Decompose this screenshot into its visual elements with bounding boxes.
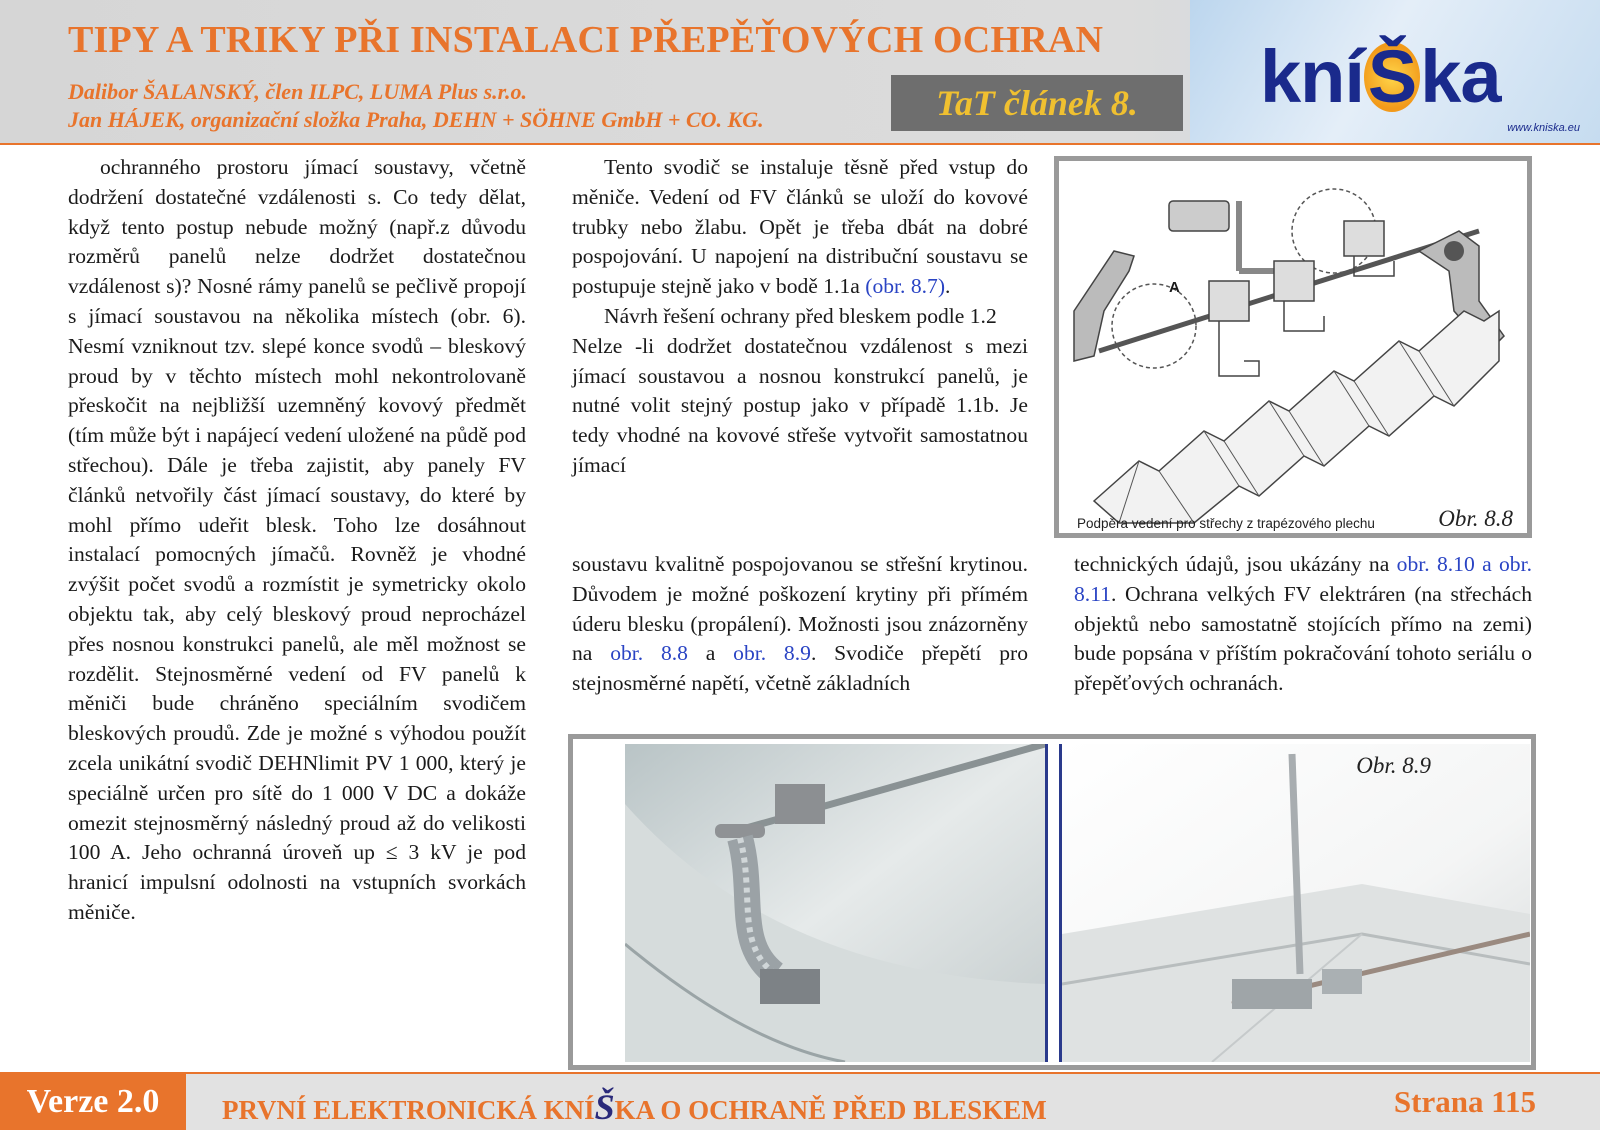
- column-2-paragraph-3: Nelze -li dodržet dostatečnou vzdálenost s mezi jímací soustavou a nosnou konstrukcí panelů, je nutné volit stejný postup jako v případě 1.1b. Je tedy vhodné na kovové střeše vytvořit samostatnou jímací: [572, 333, 1028, 477]
- article-title: TIPY A TRIKY PŘI INSTALACI PŘEPĚŤOVÝCH OCHRAN: [68, 19, 1104, 61]
- logo-url: www.kniska.eu: [1507, 122, 1580, 134]
- article-number-badge: [891, 75, 1183, 131]
- publication-title: [222, 1086, 1047, 1128]
- air-terminal-photo-drawing: [1062, 744, 1530, 1062]
- trapezoidal-roof-support-illustration: [1059, 161, 1527, 533]
- page-header: [0, 0, 1600, 145]
- logo-wordmark: [1260, 34, 1501, 119]
- column-3-paragraph-end: . Ochrana velkých FV elektráren (na střechách objektů nebo samostatně stojících přímo na zemi) bude popsána v příštím pokračování tohoto seriálu o přepěťových ochranách.: [1074, 581, 1532, 696]
- photo-roof-conductor-clamp: [625, 744, 1048, 1062]
- publication-title-part-1: PRVNÍ ELEKTRONICKÁ KNÍ: [222, 1095, 595, 1125]
- text-column-3: [1074, 550, 1532, 699]
- text-column-1: [68, 153, 526, 928]
- column-3-paragraph: [1074, 550, 1532, 699]
- author-line-1: Dalibor ŠALANSKÝ, člen ILPC, LUMA Plus s.r.o.: [68, 79, 528, 104]
- column-2-paragraph-1-end: .: [945, 274, 951, 299]
- figure-ref-8-7[interactable]: (obr. 8.7): [865, 274, 946, 299]
- column-2-paragraph-4-and: a: [705, 641, 716, 666]
- figure-ref-8-9[interactable]: obr. 8.9: [733, 641, 811, 666]
- figure-ref-8-10-8-11[interactable]: obr. 8.10 a obr. 8.11: [1074, 552, 1532, 606]
- figure-8-9: [568, 734, 1536, 1070]
- photo-roof-air-terminal: [1059, 744, 1530, 1062]
- page-number: Strana 115: [1393, 1084, 1536, 1119]
- figure-8-8-caption: Podpěra vedení pro střechy z trapézového plechu: [1077, 516, 1375, 531]
- column-2-paragraph-1-text: Tento svodič se instaluje těsně před vstup do měniče. Vedení od FV článků se uloží do kovové trubky nebo žlabu. Opět je třeba dbát na dobré pospojování. U napojení na distribuční soustavu se postupuje stejně jako v bodě 1.1a: [572, 155, 1028, 299]
- author-line-2: Jan HÁJEK, organizační složka Praha, DEHN + SÖHNE GmbH + CO. KG.: [68, 107, 764, 132]
- figure-8-8: [1054, 156, 1532, 538]
- logo-prefix: kní: [1260, 35, 1364, 118]
- column-2-paragraph-4-end: . Svodiče přepětí pro stejnosměrné napětí, včetně základních: [572, 641, 1029, 696]
- page-footer: [0, 1072, 1600, 1130]
- article-number-label: TaT článek 8.: [936, 83, 1138, 123]
- figure-ref-8-8[interactable]: obr. 8.8: [610, 641, 688, 666]
- column-2-paragraph-4-text: soustavu kvalitně pospojovanou se střešní krytinou. Důvodem je možné poškození krytiny při přímém úderu blesku (propálení). Možnosti jsou znázorněny na: [572, 552, 1028, 666]
- kniska-logo: [1190, 0, 1600, 143]
- version-badge: [0, 1074, 186, 1130]
- publication-title-s-letter: Š: [594, 1087, 615, 1127]
- column-3-paragraph-text: technických údajů, jsou ukázány na: [1074, 552, 1390, 576]
- column-2-paragraph-4: [572, 550, 1028, 699]
- logo-s-letter: Š: [1364, 42, 1420, 112]
- logo-suffix: ka: [1420, 35, 1501, 118]
- figure-8-8-label: Obr. 8.8: [1438, 506, 1513, 531]
- figure-8-9-label: Obr. 8.9: [1356, 753, 1431, 778]
- text-column-2-top: [572, 153, 1028, 481]
- version-label: Verze 2.0: [26, 1083, 160, 1120]
- publication-title-part-2: KA O OCHRANĚ PŘED BLESKEM: [614, 1095, 1047, 1125]
- figure-8-8-marker: A: [1169, 279, 1180, 296]
- roof-clamp-photo-drawing: [625, 744, 1045, 1062]
- column-2-paragraph-1: [572, 153, 1028, 302]
- column-2-paragraph-2: Návrh řešení ochrany před bleskem podle 1.2: [604, 303, 997, 328]
- column-1-paragraph: ochranného prostoru jímací soustavy, včetně dodržení dostatečné vzdálenosti s. Co tedy dělat, když tento postup nebude možný (např.z důvodu rozměrů panelů nelze dodržet dostatečnou vzdálenost s)? Nosné rámy panelů se pečlivě propojí s jímací soustavou na několika místech (obr. 6). Nesmí vzniknout tzv. slepé konce svodů – bleskový proud by v těchto místech mohl nekontrolovaně přeskočit na nejbližší uzemněný kovový předmět (tím může být i napájecí vedení uložené na půdě pod střechou). Dále je třeba zajistit, aby panely FV článků netvořily část jímací soustavy, do které by mohl přímo udeřit blesk. Toho lze dosáhnout instalací pomocných jímačů. Rovněž je vhodné zvýšit počet svodů a rozmístit je symetricky okolo objektu tak, aby celý bleskový proud neprocházel přes nosnou konstrukci panelů, ale měl možnost se rozdělit. Stejnosměrné vedení od FV panelů k měniči bude chráněno speciálním svodičem bleskových proudů. Zde je možné s výhodou použít zcela unikátní svodič DEHNlimit PV 1 000, který je speciálně určen pro sítě do 1 000 V DC a dokáže omezit stejnosměrný následný proud až do velikosti 100 A. Jeho ochranná úroveň up ≤ 3 kV je pod hranicí impulsní odolnosti na vstupních svorkách měniče.: [68, 155, 526, 924]
- text-column-2-bottom: [572, 550, 1028, 699]
